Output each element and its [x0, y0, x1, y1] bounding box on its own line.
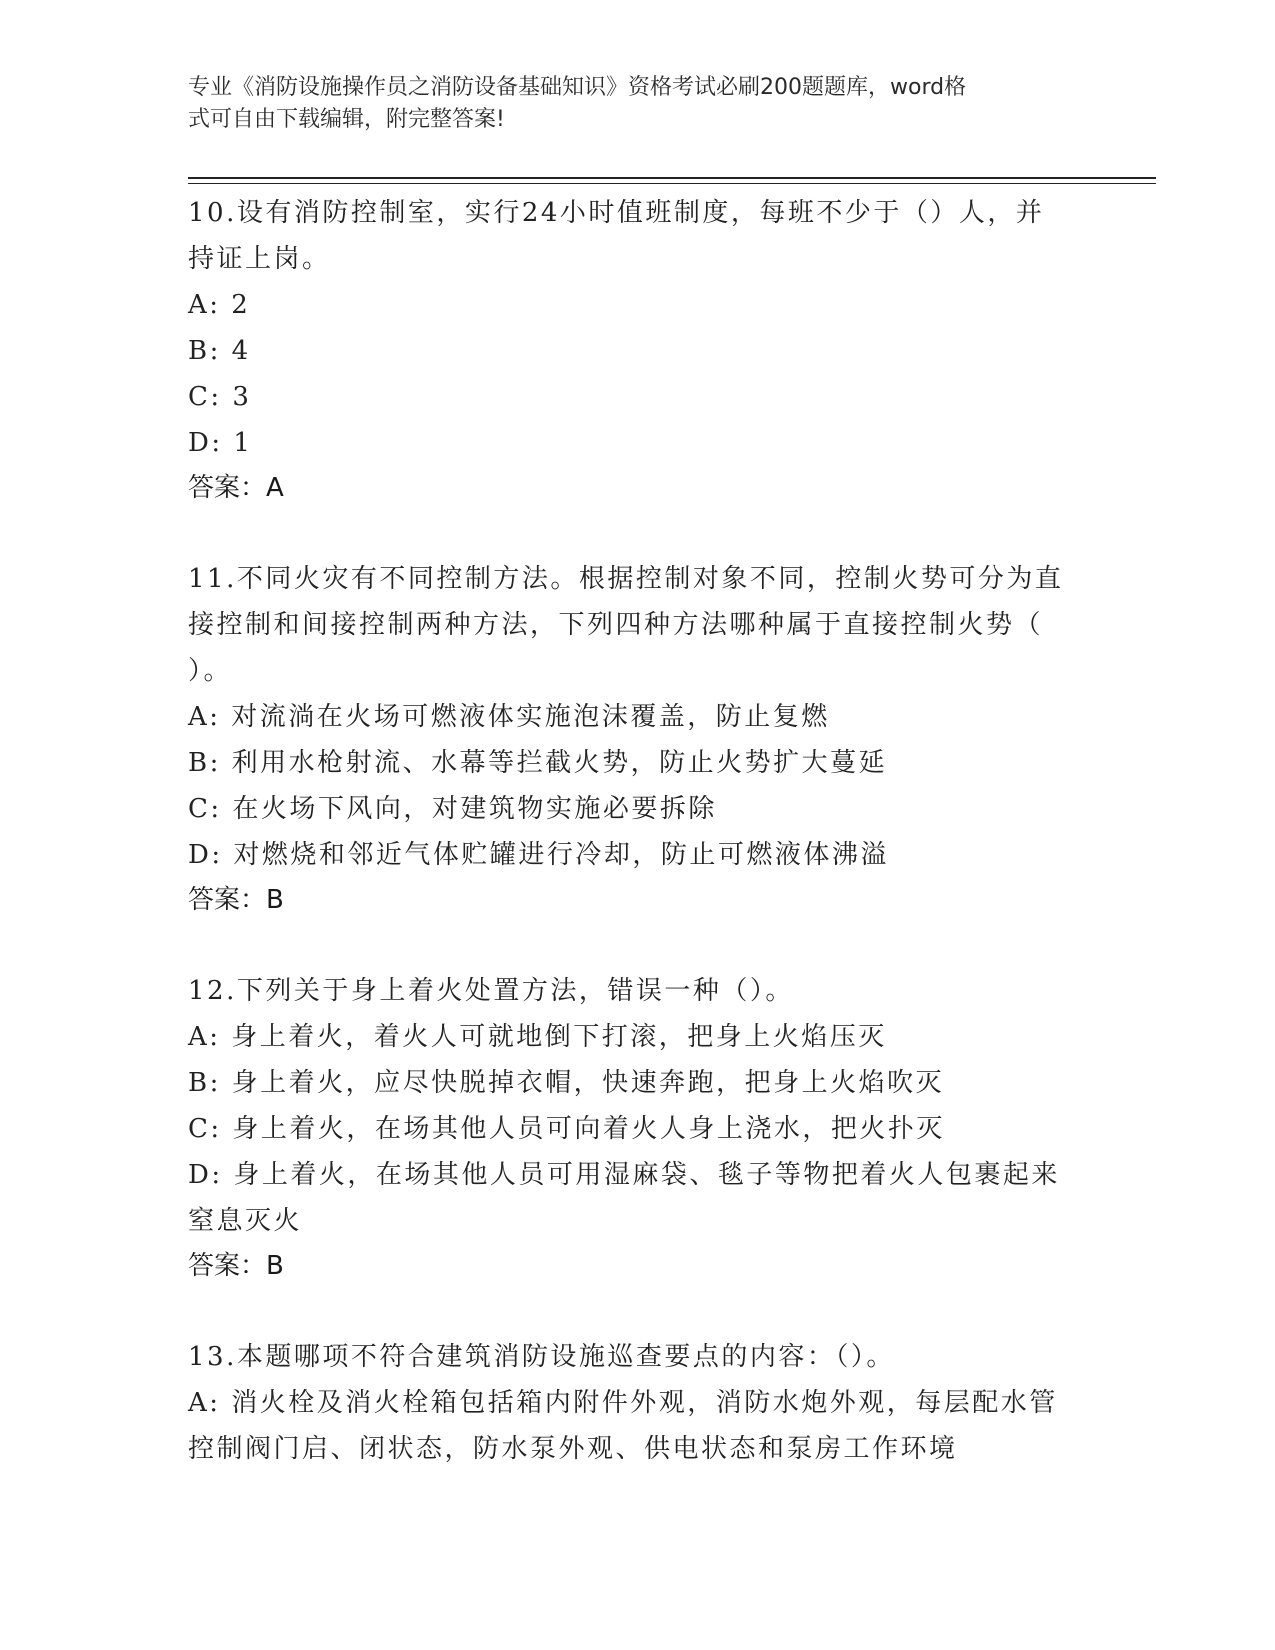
header-line-2: 式可自由下载编辑，附完整答案! [188, 107, 505, 132]
question-stem [188, 190, 1088, 282]
document-header [188, 72, 1068, 136]
answer-label: 答案：B [188, 885, 284, 915]
stem-line: 11.不同火灾有不同控制方法。根据控制对象不同，控制火势可分为直 [188, 564, 1064, 594]
option-c: C: 在火场下风向，对建筑物实施必要拆除 [188, 794, 717, 824]
option-d: D: 1 [188, 428, 253, 458]
answer-label: 答案：A [188, 473, 284, 503]
option-line: 窒息灭火 [188, 1206, 303, 1236]
answer-label: 答案：B [188, 1251, 284, 1281]
option-a: A: 2 [188, 290, 251, 320]
question-10 [188, 190, 1088, 510]
question-12 [188, 968, 1088, 1288]
stem-line: 12.下列关于身上着火处置方法，错误一种（）。 [188, 976, 794, 1006]
stem-line: ）。 [188, 656, 233, 686]
stem-line: 接控制和间接控制两种方法，下列四种方法哪种属于直接控制火势（ [188, 610, 1044, 640]
option-d: D: 对燃烧和邻近气体贮罐进行冷却，防止可燃液体沸溢 [188, 840, 889, 870]
question-11 [188, 556, 1088, 922]
stem-line: 13.本题哪项不符合建筑消防设施巡查要点的内容：（）。 [188, 1342, 895, 1372]
option-line: 控制阀门启、闭状态，防水泵外观、供电状态和泵房工作环境 [188, 1434, 958, 1464]
header-line-1: 专业《消防设施操作员之消防设备基础知识》资格考试必刷200题题库，word格 [188, 75, 967, 100]
option-b: B: 4 [188, 336, 251, 366]
stem-line: 持证上岗。 [188, 244, 331, 274]
question-list [188, 190, 1088, 1518]
option-c: C: 身上着火，在场其他人员可向着火人身上浇水，把火扑灭 [188, 1114, 945, 1144]
question-stem [188, 1334, 1088, 1380]
option-a: A: 对流淌在火场可燃液体实施泡沫覆盖，防止复燃 [188, 702, 830, 732]
stem-line: 10.设有消防控制室，实行24小时值班制度，每班不少于（）人，并 [188, 198, 1045, 228]
question-stem [188, 968, 1088, 1014]
option-a: A: 身上着火，着火人可就地倒下打滚，把身上火焰压灭 [188, 1022, 887, 1052]
option-d [188, 1152, 1088, 1244]
option-b: B: 身上着火，应尽快脱掉衣帽，快速奔跑，把身上火焰吹灭 [188, 1068, 945, 1098]
option-a [188, 1380, 1088, 1472]
question-stem [188, 556, 1088, 694]
header-divider-thick [188, 177, 1156, 179]
header-divider-thin [188, 183, 1156, 184]
option-b: B: 利用水枪射流、水幕等拦截火势，防止火势扩大蔓延 [188, 748, 888, 778]
option-line: A: 消火栓及消火栓箱包括箱内附件外观，消防水炮外观，每层配水管 [188, 1388, 1058, 1418]
option-c: C: 3 [188, 382, 252, 412]
question-13 [188, 1334, 1088, 1472]
option-line: D: 身上着火，在场其他人员可用湿麻袋、毯子等物把着火人包裹起来 [188, 1160, 1060, 1190]
